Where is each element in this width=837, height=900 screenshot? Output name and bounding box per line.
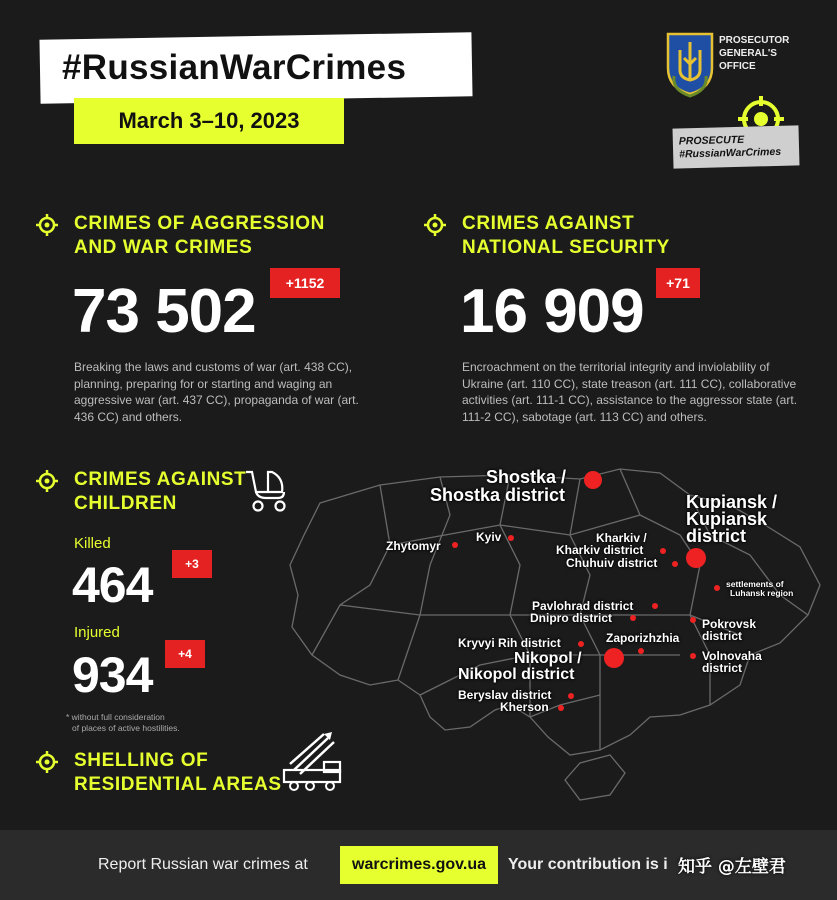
marker-nikopol	[604, 648, 624, 668]
marker-luhansk	[714, 585, 720, 591]
label-pokrovsk-1: Pokrovsk	[702, 617, 757, 631]
aggression-delta-badge: +1152	[270, 268, 340, 298]
label-pokrovsk-2: district	[702, 629, 743, 643]
killed-delta-badge: +3	[172, 550, 212, 578]
label-luhansk-1: settlements of	[726, 579, 784, 589]
label-nikopol-1: Nikopol /	[514, 650, 582, 667]
footer-report-text: Report Russian war crimes at	[98, 856, 308, 873]
marker-dnipro	[630, 615, 636, 621]
security-title-line2: NATIONAL SECURITY	[462, 237, 670, 258]
children-title	[74, 468, 246, 516]
label-zhytomyr: Zhytomyr	[386, 539, 441, 553]
section-bullet-icon	[36, 470, 58, 492]
marker-pavlohrad	[652, 603, 658, 609]
footnote-line2: of places of active hostilities.	[72, 723, 180, 733]
section-bullet-icon	[36, 751, 58, 773]
security-count: 16 909	[460, 277, 644, 346]
label-nikopol-2: Nikopol district	[458, 666, 575, 683]
marker-kharkiv	[660, 548, 666, 554]
injured-label: Injured	[74, 624, 120, 641]
label-shostka-1: Shostka /	[486, 467, 567, 487]
label-dnipro: Dnipro district	[530, 611, 613, 625]
footer-url-link[interactable]: warcrimes.gov.ua	[340, 846, 498, 884]
prosecute-badge	[672, 125, 799, 168]
footnote-line1: * without full consideration	[66, 712, 165, 722]
prosecute-line2: #RussianWarCrimes	[679, 145, 782, 161]
label-luhansk-2: Luhansk region	[730, 588, 794, 598]
shelling-title-line2: RESIDENTIAL AREAS	[74, 774, 282, 795]
aggression-count: 73 502	[72, 277, 256, 346]
aggression-title-line1: CRIMES OF AGGRESSION	[74, 213, 325, 234]
security-delta-badge: +71	[656, 268, 700, 298]
children-title-line1: CRIMES AGAINST	[74, 469, 247, 490]
label-volnovaha-2: district	[702, 661, 743, 675]
security-title	[462, 212, 670, 260]
label-beryslav: Beryslav district	[458, 688, 552, 702]
marker-zhytomyr	[452, 542, 458, 548]
marker-kupiansk	[686, 548, 706, 568]
label-shostka-2: Shostka district	[430, 485, 566, 505]
injured-count: 934	[72, 647, 153, 703]
date-range: March 3–10, 2023	[118, 108, 300, 133]
killed-label: Killed	[74, 535, 111, 552]
marker-pokrovsk	[690, 617, 696, 623]
killed-count: 464	[72, 557, 153, 613]
label-chuhuiv: Chuhuiv district	[566, 556, 658, 570]
label-kupiansk-3: district	[686, 526, 747, 546]
page-title: #RussianWarCrimes	[62, 48, 407, 87]
marker-beryslav	[568, 693, 574, 699]
label-volnovaha-1: Volnovaha	[702, 649, 762, 663]
shelling-title-line1: SHELLING OF	[74, 750, 209, 771]
aggression-title	[74, 212, 325, 260]
aggression-title-line2: AND WAR CRIMES	[74, 237, 253, 258]
org-name: PROSECUTOR GENERAL'S OFFICE	[719, 35, 790, 72]
children-title-line2: CHILDREN	[74, 493, 177, 514]
marker-kherson	[558, 705, 564, 711]
aggression-description: Breaking the laws and customs of war (art. 438 CC), planning, preparing for or starting and waging an aggressive war (art. 437 CC), propaganda of war (art. 436 CC) and others.	[74, 360, 359, 424]
trident-emblem-icon	[664, 30, 716, 98]
label-kupiansk-1: Kupiansk /	[686, 492, 778, 512]
label-kharkiv-1: Kharkiv /	[596, 531, 647, 545]
shelling-title	[74, 749, 282, 797]
section-bullet-icon	[424, 214, 446, 236]
label-kryvyi-rih: Kryvyi Rih district	[458, 636, 561, 650]
marker-volnovaha	[690, 653, 696, 659]
marker-zaporizhzhia	[638, 648, 644, 654]
marker-shostka	[584, 471, 602, 489]
security-title-line1: CRIMES AGAINST	[462, 213, 635, 234]
watermark: 知乎 @左壁君	[678, 857, 786, 877]
children-footnote	[66, 712, 180, 734]
security-description: Encroachment on the territorial integrity and inviolability of Ukraine (art. 110 CC), state treason (art. 111 CC), collaborative activities (art. 111-1 CC), assistance to the aggressor state (art. 111-2 CC), sabotage (art. 113 CC) and others.	[462, 360, 798, 424]
label-kherson: Kherson	[500, 700, 549, 714]
marker-kyiv	[508, 535, 514, 541]
label-kyiv: Kyiv	[476, 530, 502, 544]
injured-delta-badge: +4	[165, 640, 205, 668]
marker-chuhuiv	[672, 561, 678, 567]
label-pavlohrad: Pavlohrad district	[532, 599, 634, 613]
label-kupiansk-2: Kupiansk	[686, 509, 768, 529]
marker-kryvyi-rih	[578, 641, 584, 647]
footer-contribution-text: Your contribution is i	[508, 856, 668, 873]
section-bullet-icon	[36, 214, 58, 236]
label-zaporizhzhia: Zaporizhzhia	[606, 631, 680, 645]
prosecute-line1: PROSECUTE	[678, 133, 745, 148]
label-kharkiv-2: Kharkiv district	[556, 543, 644, 557]
